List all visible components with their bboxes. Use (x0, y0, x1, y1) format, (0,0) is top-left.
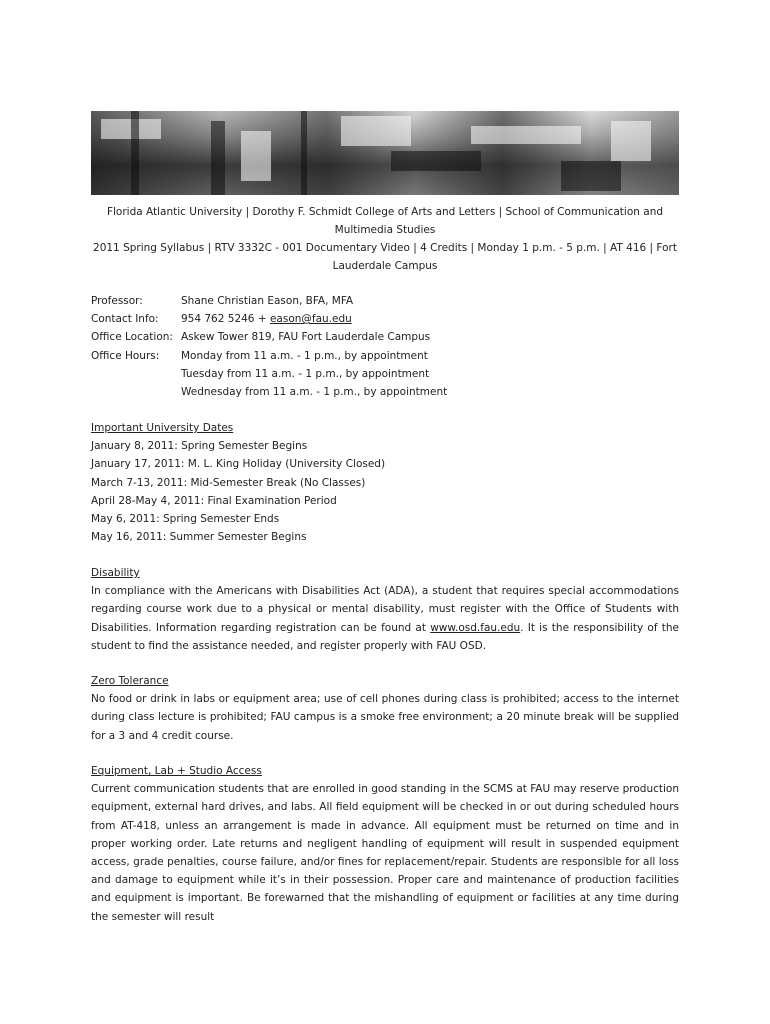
office-hours-row: Wednesday from 11 a.m. - 1 p.m., by appointment (181, 385, 448, 398)
phone-value: 954 762 5246 + (181, 313, 267, 326)
office-hours-label: Office Hours: (91, 349, 160, 362)
disability-heading: Disability (91, 567, 140, 579)
contact-block (91, 292, 679, 401)
zero-tolerance-paragraph: No food or drink in labs or equipment area; use of cell phones during class is prohibited; access to the internet during class lecture is prohibited; FAU campus is a smoke free environment; a 20 minute break will be supplied for a 3 and 4 credit course. (91, 693, 679, 742)
date-item: May 16, 2011: Summer Semester Begins (91, 531, 307, 544)
disability-section (91, 564, 679, 655)
dates-section (91, 419, 679, 546)
professor-label: Professor: (91, 295, 143, 307)
zero-tolerance-heading: Zero Tolerance (91, 675, 169, 687)
zero-tolerance-section (91, 672, 679, 745)
contact-info-row (91, 310, 679, 328)
office-location-value: Askew Tower 819, FAU Fort Lauderdale Campus (181, 331, 431, 344)
office-hours-value: Monday from 11 a.m. - 1 p.m., by appointment (181, 349, 428, 362)
disability-text-end: . It is the responsibility of the student to find the assistance needed, and register properly with FAU OSD. (91, 621, 679, 652)
date-item: January 8, 2011: Spring Semester Begins (91, 440, 308, 453)
equipment-section (91, 762, 679, 926)
office-location-label: Office Location: (91, 331, 173, 344)
osd-link[interactable]: www.osd.fau.edu (430, 621, 521, 634)
email-link[interactable]: eason@fau.edu (269, 313, 352, 326)
office-hours-row: Tuesday from 11 a.m. - 1 p.m., by appointment (181, 367, 430, 380)
contact-info-label: Contact Info: (91, 313, 159, 326)
date-item: March 7-13, 2011: Mid-Semester Break (No Classes) (91, 476, 366, 489)
date-item: April 28-May 4, 2011: Final Examination Period (91, 494, 337, 507)
equipment-paragraph: Current communication students that are enrolled in good standing in the SCMS at FAU may reserve production equipment, external hard drives, and labs. All field equipment will be checked in or out during scheduled hours from AT-418, unless an arrangement is made in advance. All equipment must be returned on time and in proper working order. Late returns and negligent handling of equipment will result in suspended equipment access, grade penalties, course failure, and/or fines for replacement/repair. Students are responsible for all loss and damage to equipment while it’s in their possession. Proper care and maintenance of production facilities and equipment is important. Be forewarned that the mishandling of equipment or facilities at any time during the semester will result (91, 783, 679, 923)
institution-header: Florida Atlantic University | Dorothy F. Schmidt College of Arts and Letters | School of Communication and Multimedia Studies (106, 206, 664, 236)
professor-row (91, 292, 679, 310)
professor-value: Shane Christian Eason, BFA, MFA (181, 295, 354, 307)
office-location-row (91, 328, 679, 346)
date-item: January 17, 2011: M. L. King Holiday (University Closed) (91, 458, 386, 471)
dates-heading: Important University Dates (91, 422, 234, 434)
disability-text: In compliance with the Americans with Disabilities Act (ADA), a student that requires special accommodations regarding course work due to a physical or mental disability, must register with the Office of Students with Disabilities. Information regarding registration can be found at (91, 585, 679, 634)
equipment-heading: Equipment, Lab + Studio Access (91, 765, 262, 777)
header-banner-image (91, 111, 679, 195)
course-info-header: 2011 Spring Syllabus | RTV 3332C - 001 Documentary Video | 4 Credits | Monday 1 p.m. - 5 p.m. | AT 416 | Fort Lauderdale Campus (93, 242, 677, 272)
date-item: May 6, 2011: Spring Semester Ends (91, 512, 280, 525)
disability-paragraph (91, 582, 679, 655)
office-hours-row (91, 347, 679, 365)
